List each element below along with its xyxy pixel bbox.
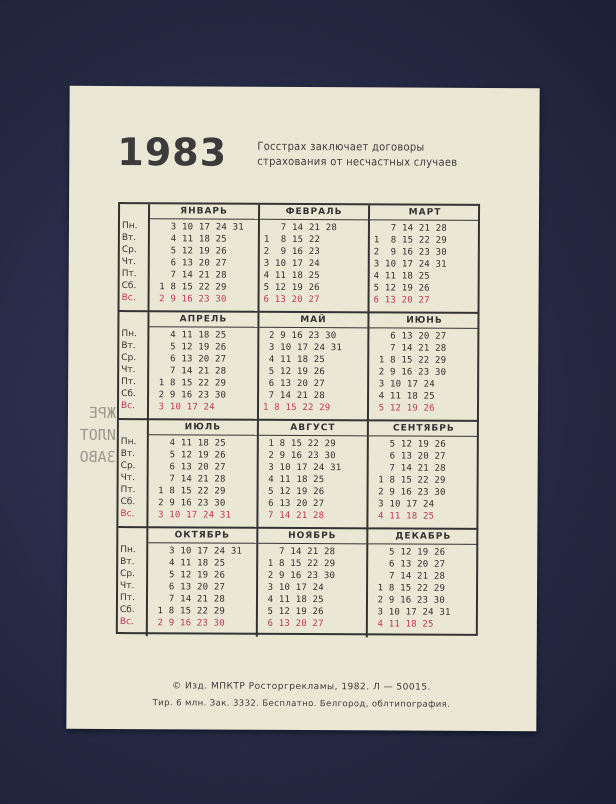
month-name: ИЮЛЬ (149, 420, 257, 436)
weekday-row: 3 10 17 24 (373, 379, 435, 390)
tagline-line-2: страхования от несчастных случаев (257, 154, 458, 169)
weekday-row: 4 11 18 25 (153, 330, 227, 341)
month-name: АПРЕЛЬ (149, 312, 257, 328)
weekday-row: 5 12 19 26 (263, 282, 320, 294)
weekday-row: 5 12 19 26 (373, 283, 430, 294)
weekday-row: 4 11 18 25 (262, 474, 325, 486)
ghost-line: ИЛОТ (79, 425, 116, 445)
day-label: Сб. (121, 281, 137, 292)
ghost-line: ЗАВО (79, 447, 116, 467)
weekday-row: 3 10 17 24 31 (373, 259, 447, 270)
month-days (148, 435, 256, 522)
sunday-row: 6 13 20 27 (261, 618, 324, 630)
day-label: Сб. (120, 497, 136, 508)
day-labels-column (118, 420, 149, 528)
weekday-row: 3 10 17 24 31 (371, 607, 451, 618)
calendar-year: 1983 (117, 130, 228, 175)
weekday-row: 5 12 19 26 (372, 439, 446, 450)
month-name: МАРТ (370, 205, 480, 221)
month-days (368, 436, 478, 523)
month-block (369, 205, 480, 314)
day-label: Пн. (121, 329, 137, 340)
day-label: Вс. (120, 401, 136, 412)
weekday-row: 2 9 16 23 30 (372, 487, 446, 498)
month-days (150, 219, 258, 306)
weekday-row: 5 12 19 26 (152, 570, 226, 581)
day-label: Ср. (121, 353, 137, 364)
month-name: СЕНТЯБРЬ (369, 421, 479, 437)
day-label: Пн. (120, 545, 136, 556)
month-block (259, 313, 370, 422)
publisher-line: © Изд. МПКТР Росторгрекламы, 1982. Л — 50015. (172, 681, 431, 693)
day-labels-column (118, 528, 149, 636)
weekday-row: 7 14 21 28 (372, 571, 446, 582)
calendar-grid (116, 202, 480, 636)
month-name: МАЙ (259, 313, 367, 329)
weekday-row: 1 8 15 22 29 (262, 558, 336, 570)
weekday-row: 6 13 20 27 (152, 462, 226, 473)
month-name: ЯНВАРЬ (150, 204, 258, 220)
weekday-row: 1 8 15 22 29 (152, 486, 226, 497)
month-name: ОКТЯБРЬ (148, 528, 256, 544)
sunday-row: 6 13 20 27 (263, 294, 320, 306)
weekday-row: 6 13 20 27 (262, 498, 325, 510)
day-label: Ср. (121, 245, 137, 256)
day-label: Вс. (121, 293, 136, 304)
weekday-row: 1 8 15 22 29 (372, 583, 446, 594)
month-block (369, 313, 480, 422)
weekday-row: 7 14 21 28 (263, 390, 325, 402)
day-label: Чт. (121, 257, 137, 268)
day-label: Вт. (121, 341, 136, 352)
weekday-row: 3 10 17 24 (372, 499, 435, 510)
weekday-row: 7 14 21 28 (372, 463, 446, 474)
weekday-row: 6 13 20 27 (373, 331, 447, 342)
calendar-tagline (257, 139, 517, 170)
month-block (148, 528, 259, 637)
weekday-row: 6 13 20 27 (152, 582, 226, 593)
weekday-row: 5 12 19 26 (372, 547, 446, 558)
weekday-row: 2 9 16 23 30 (262, 570, 336, 582)
month-name: ДЕКАБРЬ (368, 529, 478, 545)
weekday-row: 4 11 18 25 (373, 391, 435, 402)
month-days (369, 328, 479, 415)
month-name: ИЮНЬ (369, 313, 479, 329)
weekday-row: 4 11 18 25 (153, 234, 227, 245)
weekday-row: 6 13 20 27 (372, 451, 446, 462)
month-days (370, 220, 480, 307)
weekday-row: 7 14 21 28 (263, 222, 338, 234)
weekday-row: 2 9 16 23 30 (373, 367, 447, 378)
weekday-row: 7 14 21 28 (373, 343, 447, 354)
month-name: АВГУСТ (259, 421, 367, 437)
weekday-row: 2 9 16 23 30 (373, 247, 447, 258)
day-label: Вс. (120, 509, 135, 520)
weekday-row: 5 12 19 26 (261, 606, 324, 618)
weekday-row: 1 8 15 22 29 (262, 438, 336, 450)
weekday-row: 7 14 21 28 (373, 223, 448, 234)
weekday-row: 7 14 21 28 (153, 270, 227, 281)
weekday-row: 1 8 15 22 29 (372, 475, 446, 486)
sunday-row: 3 10 17 24 (152, 402, 215, 413)
weekday-row: 2 9 16 23 (263, 246, 321, 258)
show-through-text (68, 402, 116, 468)
day-label: Вт. (121, 233, 137, 244)
day-label: Пн. (121, 221, 138, 232)
weekday-row: 6 13 20 27 (372, 559, 446, 570)
weekday-row: 3 10 17 24 (262, 582, 324, 594)
day-label: Пт. (120, 485, 136, 496)
month-block (258, 529, 369, 638)
ghost-line: ЖРЕ (88, 403, 117, 423)
day-label: Чт. (120, 581, 135, 592)
day-label: Ср. (120, 569, 136, 580)
weekday-row: 4 11 18 25 (152, 558, 226, 569)
day-label: Пт. (121, 269, 137, 280)
weekday-row: 6 13 20 27 (153, 354, 227, 365)
weekday-row: 5 12 19 26 (153, 246, 227, 257)
sunday-row: 2 9 16 23 30 (153, 294, 227, 305)
month-block (368, 529, 479, 638)
month-days (368, 544, 478, 631)
sunday-row: 6 13 20 27 (373, 295, 430, 306)
weekday-row: 5 12 19 26 (153, 342, 227, 353)
day-label: Сб. (119, 605, 135, 616)
weekday-row: 7 14 21 28 (151, 594, 226, 605)
sunday-row: 1 8 15 22 29 (262, 402, 331, 414)
weekday-row: 4 11 18 25 (263, 270, 320, 282)
pocket-calendar-card (66, 86, 539, 731)
weekday-row: 1 8 15 22 29 (151, 606, 226, 617)
month-block (149, 312, 260, 421)
month-block (368, 421, 479, 530)
month-days (259, 328, 367, 415)
day-label: Вт. (120, 557, 135, 568)
day-labels-column (120, 204, 151, 312)
weekday-row: 3 10 17 24 31 (263, 342, 343, 354)
weekday-row: 6 13 20 27 (153, 258, 227, 269)
weekday-row: 1 8 15 22 29 (373, 235, 447, 246)
day-labels-column (119, 312, 150, 420)
weekday-row: 7 14 21 28 (152, 474, 226, 485)
day-label: Пт. (121, 377, 137, 388)
month-name: ФЕВРАЛЬ (260, 205, 368, 221)
month-days (258, 544, 366, 631)
day-label: Чт. (121, 365, 136, 376)
sunday-row: 4 11 18 25 (371, 619, 434, 630)
weekday-row: 3 10 17 24 31 (262, 462, 342, 474)
month-days (258, 436, 366, 523)
weekday-row: 4 11 18 25 (263, 354, 326, 366)
weekday-row: 3 10 17 24 31 (153, 222, 244, 233)
day-label: Вс. (119, 617, 134, 628)
weekday-row: 2 9 16 23 30 (371, 595, 446, 606)
weekday-row: 7 14 21 28 (262, 546, 336, 558)
day-label: Пн. (120, 437, 137, 448)
weekday-row: 4 11 18 25 (261, 594, 324, 606)
month-days (148, 543, 256, 630)
month-days (260, 220, 368, 307)
weekday-row: 1 8 15 22 (263, 234, 321, 246)
weekday-row: 2 9 16 23 30 (152, 498, 226, 509)
day-label: Чт. (120, 473, 135, 484)
weekday-row: 5 12 19 26 (262, 486, 325, 498)
weekday-row: 7 14 21 28 (153, 366, 227, 377)
weekday-row: 6 13 20 27 (263, 378, 325, 390)
weekday-row: 4 11 18 25 (152, 438, 226, 449)
month-name: НОЯБРЬ (258, 529, 366, 545)
sunday-row: 5 12 19 26 (372, 403, 435, 414)
sunday-row: 4 11 18 25 (372, 511, 435, 522)
weekday-row: 5 12 19 26 (152, 450, 226, 461)
month-block (150, 204, 261, 313)
weekday-row: 3 10 17 24 31 (152, 546, 243, 557)
print-info-line: Тир. 6 млн. Зак. 3332. Бесплатно. Белгород, облтипография. (152, 698, 451, 710)
sunday-row: 2 9 16 23 30 (151, 618, 225, 629)
weekday-row: 2 9 16 23 30 (153, 390, 227, 401)
weekday-row: 1 8 15 22 29 (373, 355, 447, 366)
sunday-row: 3 10 17 24 31 (152, 510, 232, 521)
day-label: Вт. (120, 449, 136, 460)
weekday-row: 1 8 15 22 29 (153, 378, 227, 389)
weekday-row: 4 11 18 25 (373, 271, 430, 282)
day-label: Пт. (119, 593, 135, 604)
month-block (148, 420, 259, 529)
weekday-row: 3 10 17 24 (263, 258, 320, 270)
day-label: Сб. (121, 389, 136, 400)
weekday-row: 2 9 16 23 30 (262, 450, 336, 462)
month-block (258, 421, 369, 530)
weekday-row: 2 9 16 23 30 (263, 330, 337, 342)
month-block (260, 205, 371, 314)
weekday-row: 5 12 19 26 (263, 366, 326, 378)
sunday-row: 7 14 21 28 (262, 510, 325, 522)
tagline-line-1: Госстрах заключает договоры (257, 139, 425, 154)
weekday-row: 1 8 15 22 29 (153, 282, 227, 293)
day-label: Ср. (120, 461, 136, 472)
month-days (149, 327, 257, 414)
